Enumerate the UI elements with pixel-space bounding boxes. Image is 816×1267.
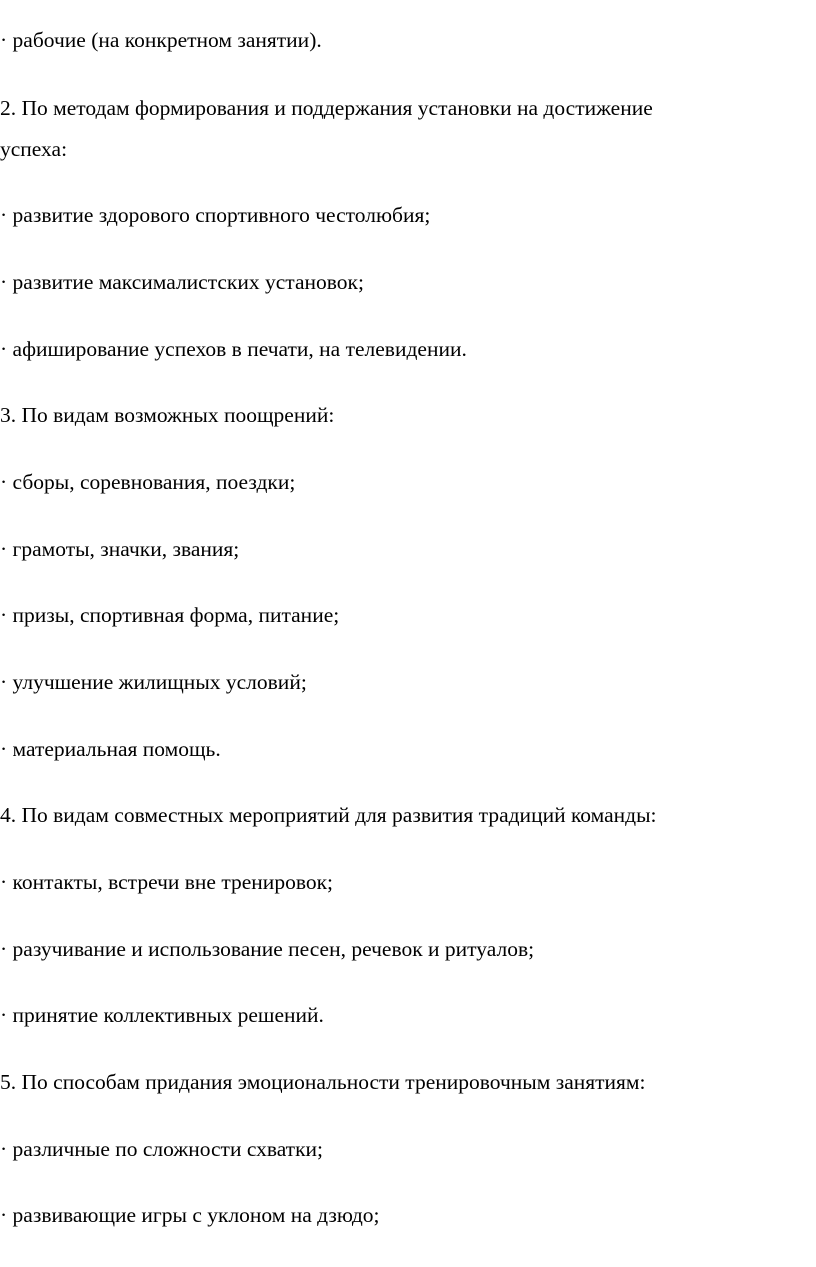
list-item: · развивающие игры с уклоном на дзюдо; — [0, 1203, 380, 1227]
list-item: · сборы, соревнования, поездки; — [0, 470, 296, 494]
list-item: · принятие коллективных решений. — [0, 1003, 324, 1027]
list-item: · развитие здорового спортивного честолюбия; — [0, 203, 431, 227]
list-item: · призы, спортивная форма, питание; — [0, 603, 340, 627]
section-heading: 5. По способам придания эмоциональности тренировочным занятиям: — [0, 1070, 646, 1094]
list-item: · рабочие (на конкретном занятии). — [0, 28, 322, 52]
section-heading: 2. По методам формирования и поддержания установки на достижение — [0, 96, 653, 120]
list-item: · материальная помощь. — [0, 737, 221, 761]
list-item: · развитие максималистских установок; — [0, 270, 364, 294]
section-heading: 4. По видам совместных мероприятий для развития традиций команды: — [0, 803, 657, 827]
list-item: · грамоты, значки, звания; — [0, 537, 240, 561]
list-item: · афиширование успехов в печати, на телевидении. — [0, 337, 467, 361]
list-item: · различные по сложности схватки; — [0, 1137, 324, 1161]
list-item: · контакты, встречи вне тренировок; — [0, 870, 333, 894]
list-item: · улучшение жилищных условий; — [0, 670, 307, 694]
section-heading-continuation: успеха: — [0, 137, 68, 161]
section-heading: 3. По видам возможных поощрений: — [0, 403, 335, 427]
list-item: · разучивание и использование песен, речевок и ритуалов; — [0, 937, 535, 961]
